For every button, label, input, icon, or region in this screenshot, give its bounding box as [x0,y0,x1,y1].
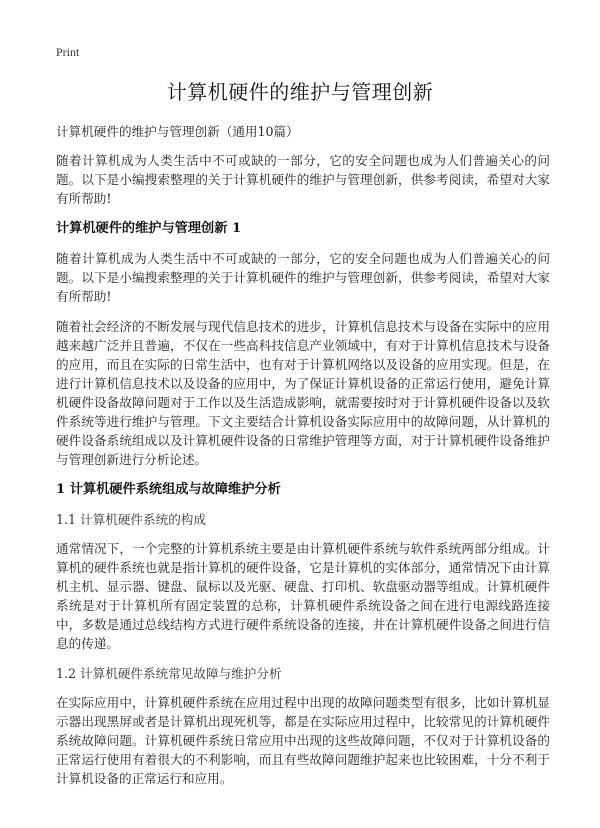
section-paragraph: 随着社会经济的不断发展与现代信息技术的进步，计算机信息技术与设备在实际中的应用越来越广泛并且普遍，不仅在一些高科技信息产业领域中，有对于计算机信息技术与设备的应用，而且在实际的日常生活中，也有对于计算机网络以及设备的应用实现。但是，在进行计算机信息技术以及设备的应用中，为了保证计算机设备的正常运行使用，避免计算机硬件设备故障问题对于工作以及生活造成影响，就需要按时对于计算机硬件设备以及软件系统等进行维护与管理。下文主要结合计算机设备实际应用中的故障问题，从计算机的硬件设备系统组成以及计算机硬件设备的日常维护管理等方面，对于计算机硬件设备维护与管理创新进行分析论述。 [56,319,550,467]
page-title: 计算机硬件的维护与管理创新 [166,80,434,104]
article-subtitle: 计算机硬件的维护与管理创新（通用10篇） [56,124,299,139]
section-heading: 计算机硬件的维护与管理创新 1 [56,221,242,236]
section-heading: 1 计算机硬件系统组成与故障维护分析 [56,482,281,497]
subsection-heading: 1.2 计算机硬件系统常见故障与维护分析 [56,666,282,681]
section-paragraph: 随着计算机成为人类生活中不可或缺的一部分，它的安全问题也成为人们普遍关心的问题。以下是小编搜索整理的关于计算机硬件的维护与管理创新，供参考阅读，希望对大家有所帮助! [56,251,550,304]
subsection-heading: 1.1 计算机硬件系统的构成 [56,512,206,527]
section-paragraph: 在实际应用中，计算机硬件系统在应用过程中出现的故障问题类型有很多，比如计算机显示器出现黑屏或者是计算机出现死机等，都是在实际应用过程中，比较常见的计算机硬件系统故障问题。计算机硬件系统日常应用中出现的这些故障问题，不仅对于计算机设备的正常运行使用有着很大的不利影响，而且有些故障问题维护起来也比较困难，十分不利于计算机设备的正常运行和应用。 [56,695,550,786]
section-paragraph: 通常情况下，一个完整的计算机系统主要是由计算机硬件系统与软件系统两部分组成。计算机的硬件系统也就是指计算机的硬件设备，它是计算机的实体部分，通常情况下由计算机主机、显示器、键盘、鼠标以及光驱、硬盘、打印机、软盘驱动器等组成。计算机硬件系统是对于计算机所有固定装置的总称，计算机硬件系统设备之间在进行电源线路连接中，多数是通过总线结构方式进行硬件系统设备的连接，并在计算机硬件设备之间进行信息的传递。 [56,541,550,651]
article-body [56,122,550,799]
print-link[interactable]: Print [56,45,80,59]
intro-paragraph: 随着计算机成为人类生活中不可或缺的一部分，它的安全问题也成为人们普遍关心的问题。以下是小编搜索整理的关于计算机硬件的维护与管理创新，供参考阅读，希望对大家有所帮助! [56,153,550,206]
